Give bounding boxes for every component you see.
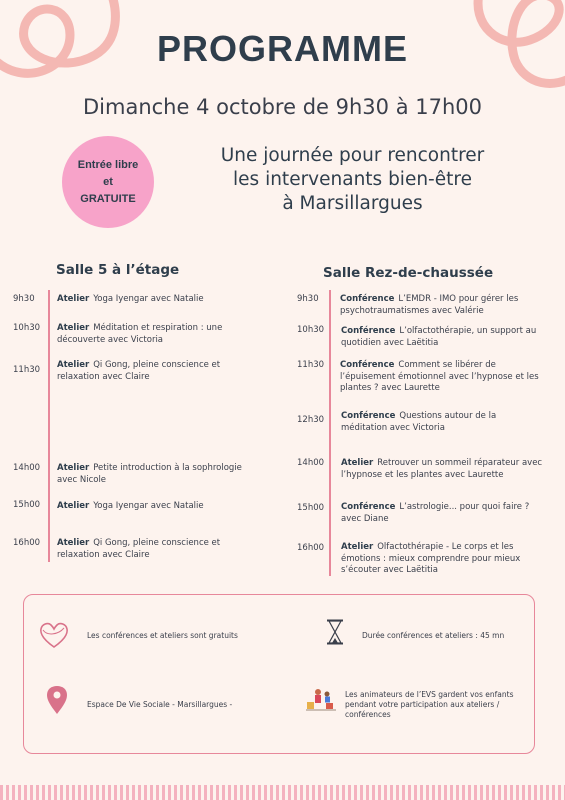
left-item-4-text: Petite introduction à la sophrologie avec Nicole bbox=[57, 463, 242, 485]
right-item-6-text: L’astrologie... pour quoi faire ? avec Diane bbox=[341, 502, 530, 524]
info-childcare: Les animateurs de l’EVS gardent vos enfants pendant votre participation aux ateliers / conférences bbox=[345, 690, 514, 719]
left-item-3 bbox=[57, 360, 249, 383]
left-item-1-time: 9h30 bbox=[13, 294, 35, 304]
right-item-2 bbox=[341, 326, 541, 349]
right-item-5 bbox=[341, 458, 546, 481]
left-item-4-kind: Atelier bbox=[57, 463, 90, 473]
badge-line-3: GRATUITE bbox=[80, 192, 136, 205]
hourglass-icon bbox=[326, 619, 344, 645]
left-item-2-kind: Atelier bbox=[57, 323, 90, 333]
tagline-line-2: les intervenants bien-être bbox=[233, 169, 472, 190]
left-column-divider bbox=[48, 290, 50, 562]
info-box bbox=[23, 594, 535, 754]
tagline-line-3: à Marsillargues bbox=[282, 193, 423, 214]
left-item-3-kind: Atelier bbox=[57, 360, 90, 370]
tagline-line-1: Une journée pour rencontrer bbox=[220, 145, 485, 166]
right-item-3-kind: Conférence bbox=[340, 360, 395, 370]
left-item-2-text: Méditation et respiration : une découverte avec Victoria bbox=[57, 323, 223, 345]
right-item-5-text: Retrouver un sommeil réparateur avec l’hypnose et les plantes avec Laurette bbox=[341, 458, 543, 480]
left-item-2 bbox=[57, 323, 249, 346]
right-item-5-time: 14h00 bbox=[297, 458, 325, 468]
left-item-4-time: 14h00 bbox=[13, 463, 41, 473]
badge-line-2: et bbox=[103, 175, 113, 188]
right-item-1-kind: Conférence bbox=[340, 294, 395, 304]
right-item-5-kind: Atelier bbox=[341, 458, 374, 468]
right-column-title: Salle Rez-de-chaussée bbox=[323, 265, 494, 281]
left-item-3-text: Qi Gong, pleine conscience et relaxation avec Claire bbox=[57, 360, 221, 382]
right-item-1-text: L’EMDR - IMO pour gérer les psychotraumatismes avec Valérie bbox=[340, 294, 519, 316]
right-item-7-text: Olfactothérapie - Le corps et les émotions : mieux comprendre pour mieux s’écouter avec Laëtitia bbox=[341, 542, 521, 575]
right-item-2-kind: Conférence bbox=[341, 326, 396, 336]
left-item-4 bbox=[57, 463, 262, 486]
right-item-4-time: 12h30 bbox=[297, 415, 325, 425]
right-item-4-text: Questions autour de la méditation avec Victoria bbox=[341, 411, 497, 433]
right-item-3-text: Comment se libérer de l’épuisement émotionnel avec l’hypnose et les plantes ? avec Laurette bbox=[340, 360, 539, 393]
badge-line-1: Entrée libre bbox=[77, 158, 139, 171]
info-free: Les conférences et ateliers sont gratuits bbox=[87, 631, 238, 640]
free-entry-badge bbox=[62, 136, 154, 228]
heart-icon bbox=[38, 620, 70, 650]
page-title: PROGRAMME bbox=[157, 28, 408, 69]
left-item-1 bbox=[57, 294, 257, 306]
info-location: Espace De Vie Sociale - Marsillargues - bbox=[87, 700, 233, 709]
right-item-1-time: 9h30 bbox=[297, 294, 319, 304]
right-item-6-kind: Conférence bbox=[341, 502, 396, 512]
right-item-7 bbox=[341, 542, 533, 577]
right-item-3-time: 11h30 bbox=[297, 360, 325, 370]
left-item-6-kind: Atelier bbox=[57, 538, 90, 548]
right-item-3 bbox=[340, 360, 540, 395]
right-item-7-kind: Atelier bbox=[341, 542, 374, 552]
left-item-6-time: 16h00 bbox=[13, 538, 41, 548]
left-item-1-kind: Atelier bbox=[57, 294, 90, 304]
left-item-6-text: Qi Gong, pleine conscience et relaxation avec Claire bbox=[57, 538, 221, 560]
right-item-4 bbox=[341, 411, 533, 434]
right-item-6-time: 15h00 bbox=[297, 503, 325, 513]
right-item-2-time: 10h30 bbox=[297, 325, 325, 335]
event-date: Dimanche 4 octobre de 9h30 à 17h00 bbox=[83, 95, 482, 119]
left-item-1-text: Yoga Iyengar avec Natalie bbox=[93, 294, 204, 304]
children-playing-icon bbox=[306, 688, 336, 712]
left-item-5-time: 15h00 bbox=[13, 500, 41, 510]
left-item-3-time: 11h30 bbox=[13, 365, 41, 375]
tagline bbox=[180, 144, 525, 216]
bottom-stripes bbox=[0, 785, 565, 800]
left-item-5 bbox=[57, 501, 257, 513]
right-item-7-time: 16h00 bbox=[297, 543, 325, 553]
left-item-2-time: 10h30 bbox=[13, 323, 41, 333]
left-item-5-text: Yoga Iyengar avec Natalie bbox=[93, 501, 204, 511]
info-duration: Durée conférences et ateliers : 45 mn bbox=[362, 631, 505, 640]
left-item-6 bbox=[57, 538, 249, 561]
right-item-1 bbox=[340, 294, 538, 317]
right-item-4-kind: Conférence bbox=[341, 411, 396, 421]
right-item-6 bbox=[341, 502, 546, 525]
left-column-title: Salle 5 à l’étage bbox=[56, 262, 180, 278]
right-item-2-text: L’olfactothérapie, un support au quotidien avec Laëtitia bbox=[341, 326, 537, 348]
map-pin-icon bbox=[46, 685, 68, 715]
right-column-divider bbox=[329, 290, 331, 576]
left-item-5-kind: Atelier bbox=[57, 501, 90, 511]
